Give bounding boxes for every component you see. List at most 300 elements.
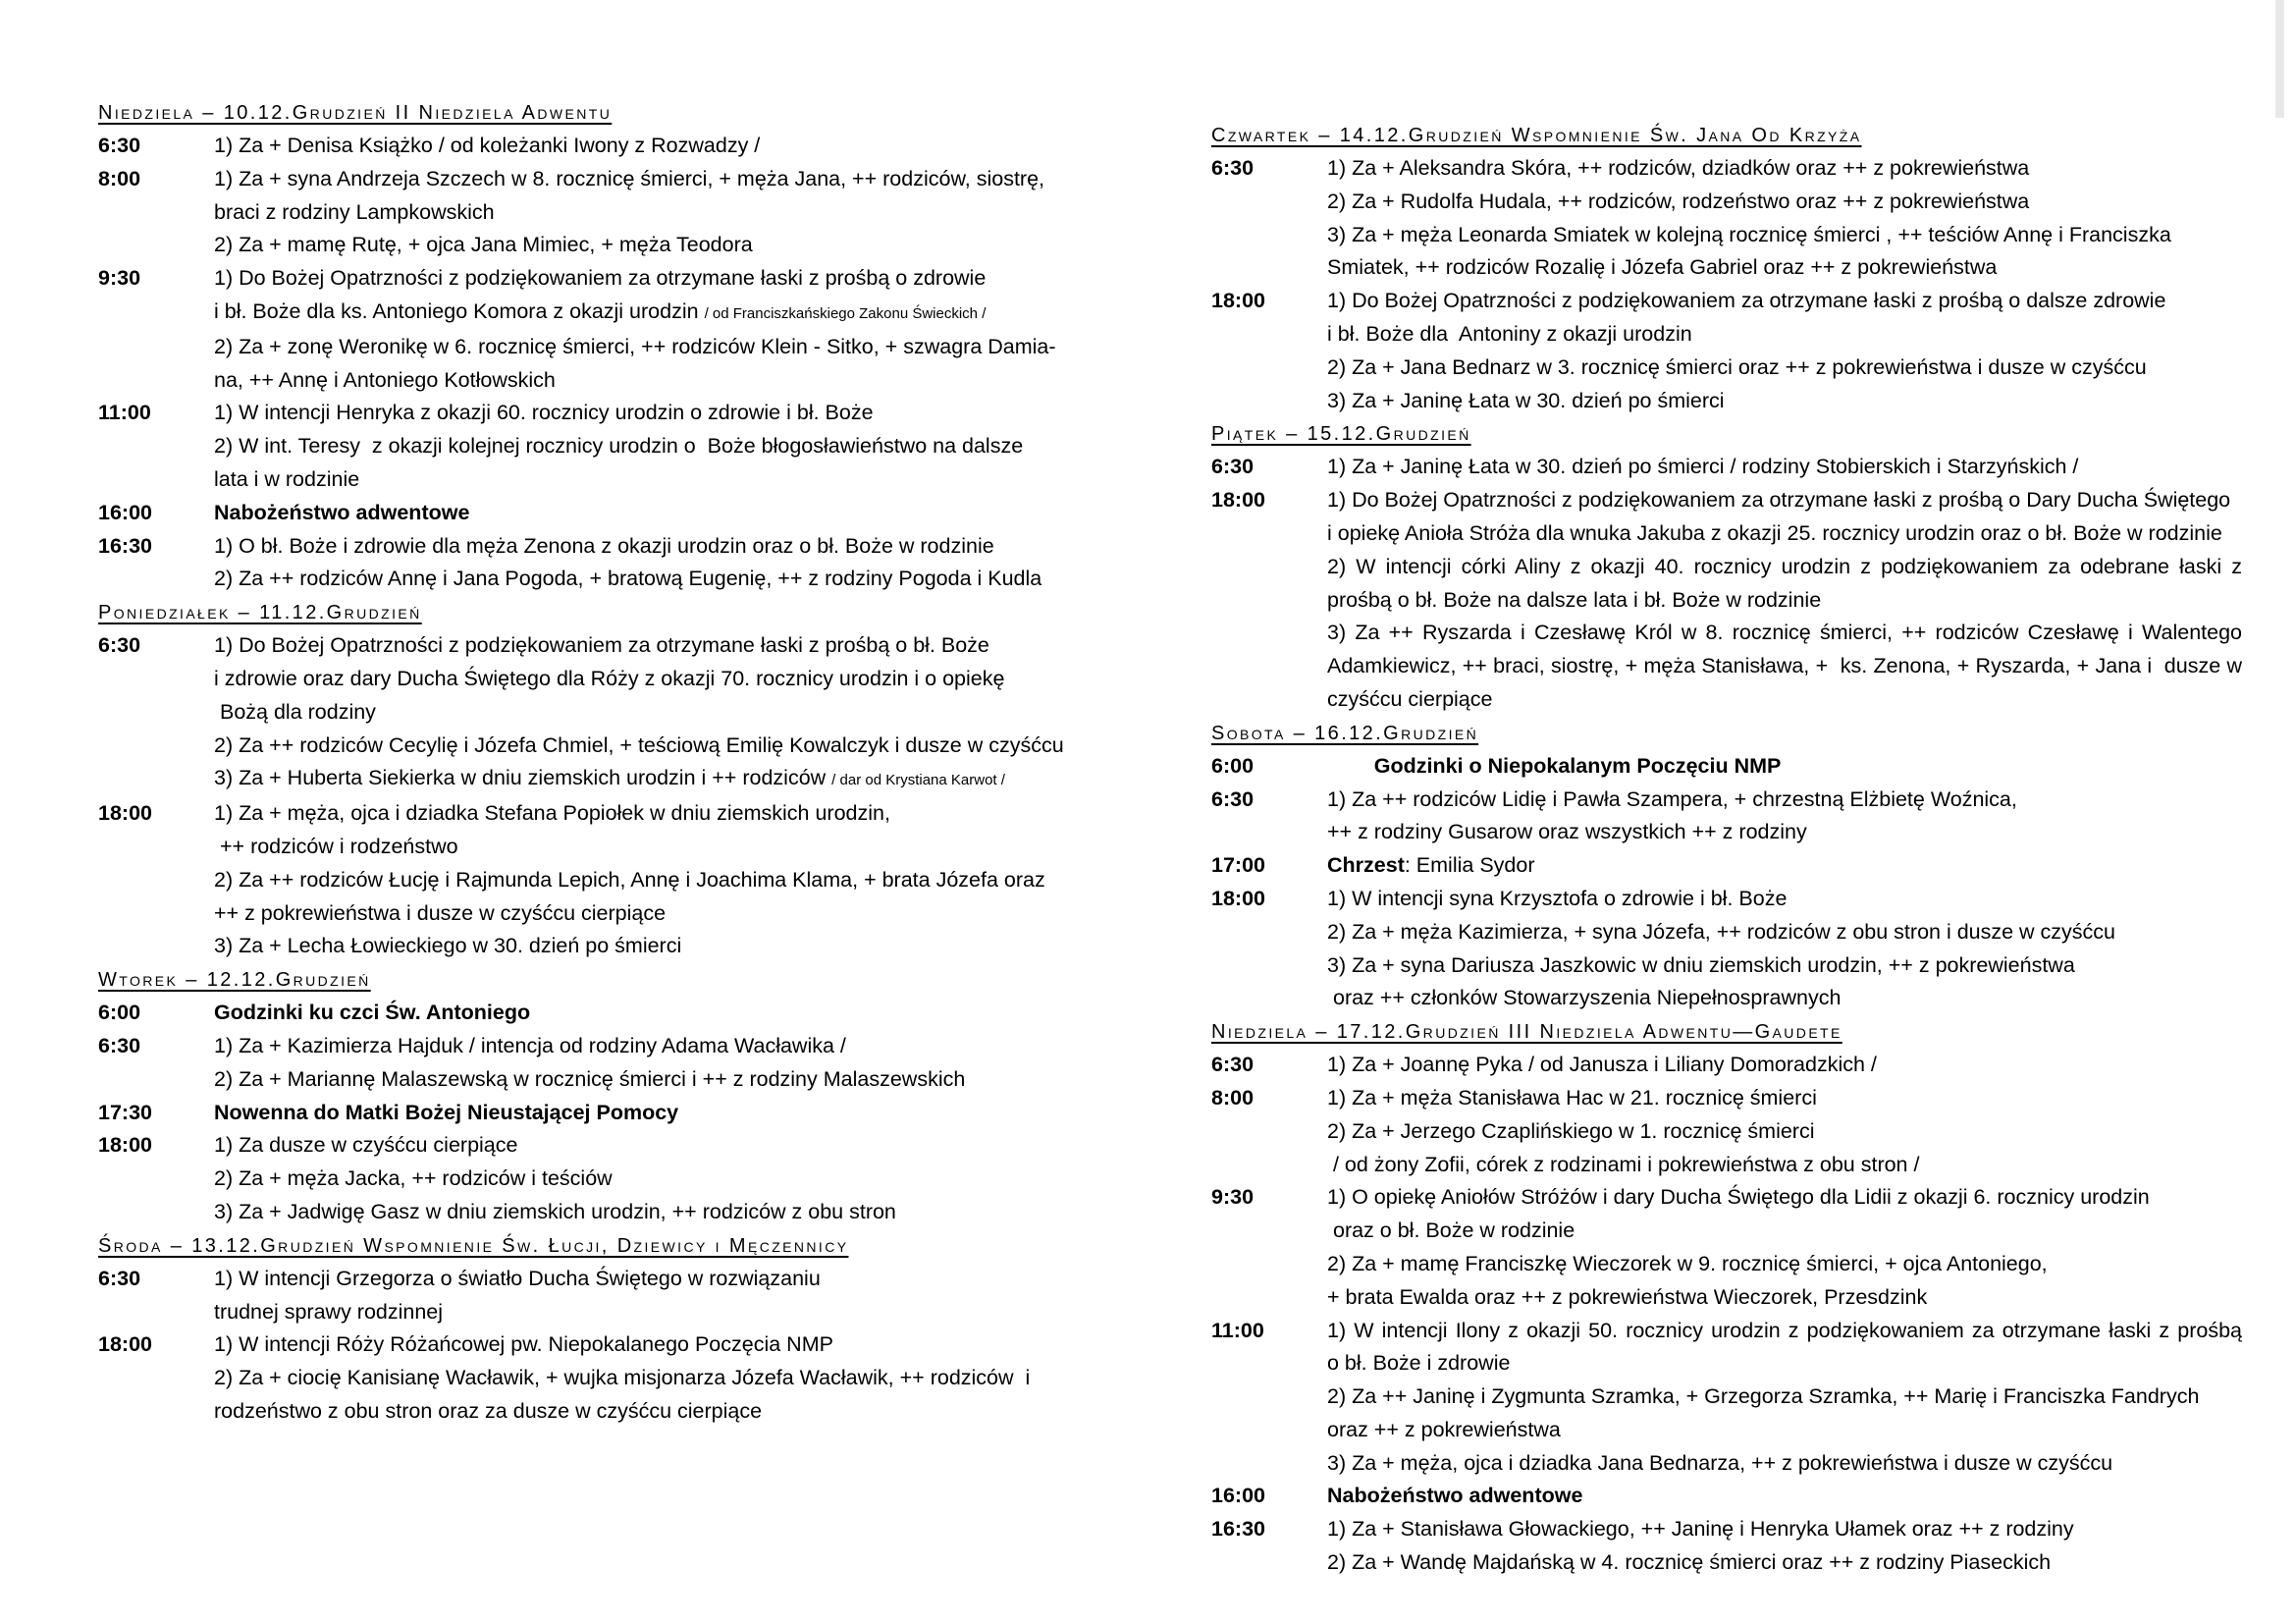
mass-intention-line: [1211, 1513, 2242, 1546]
mass-intention-line: [98, 1163, 1114, 1196]
day-section: [98, 1229, 1114, 1429]
intention-main-text: oraz o bł. Boże w rodzinie: [1327, 1218, 1575, 1243]
intention-main-text: i zdrowie oraz dary Ducha Świętego dla Róży z okazji 70. rocznicy urodzin i o opiekę: [214, 666, 1005, 690]
mass-time: 8:00: [98, 166, 141, 190]
intention-main-text: 3) Za + Jadwigę Gasz w dniu ziemskich urodzin, ++ rodziców z obu stron: [214, 1199, 896, 1223]
intention-main-text: 2) Za + męża Jacka, ++ rodziców i teściów: [214, 1166, 613, 1191]
mass-time: [1211, 1447, 1327, 1481]
left-column: [98, 96, 1114, 1429]
intention-text: [1327, 152, 2242, 186]
mass-intention-line: [1211, 1546, 2242, 1580]
day-section: [98, 963, 1114, 1229]
intention-main-text: 1) W intencji syna Krzysztofa o zdrowie i bł. Boże: [1327, 886, 1788, 910]
intention-main-text: braci z rodziny Lampkowskich: [214, 199, 495, 224]
intention-text: [1327, 186, 2242, 219]
mass-intention-line: [1211, 1447, 2242, 1481]
mass-intention-line: [1211, 949, 2242, 983]
mass-time: [1211, 251, 1327, 285]
intention-text: [214, 1395, 1114, 1429]
mass-intention-line: [98, 296, 1114, 331]
intention-text: [214, 497, 1114, 530]
intention-main-text: 2) Za ++ Janinę i Zygmunta Szramka, + Grzegorza Szramka, ++ Marię i Franciszka Fandrych: [1327, 1384, 2200, 1409]
mass-intention-line: [1211, 318, 2242, 352]
mass-time: 8:00: [1211, 1085, 1255, 1110]
intention-main-text: 1) W intencji Henryka z okazji 60. rocznicy urodzin o zdrowie i bł. Boże: [214, 401, 874, 425]
intention-text: [214, 463, 1114, 497]
intention-text: [214, 364, 1114, 398]
day-section: [1211, 717, 2242, 1015]
intention-text: [214, 831, 1114, 864]
mass-time: 6:30: [1211, 786, 1255, 811]
intention-main-text: 1) W intencji Grzegorza o światło Ducha Świętego w rozwiązaniu: [214, 1266, 821, 1290]
intention-text: [1327, 784, 2242, 817]
intention-text: [1327, 1380, 2242, 1414]
mass-intention-line: [1211, 251, 2242, 285]
intention-text: [1327, 385, 2242, 418]
mass-intention-line: [1211, 1082, 2242, 1115]
mass-time: [1211, 1414, 1327, 1447]
mass-time: [98, 229, 214, 262]
mass-intention-line: [1211, 1480, 2242, 1513]
intention-main-text: 2) Za ++ rodziców Cecylię i Józefa Chmiel, + teściową Emilię Kowalczyk i dusze w czyśćcu: [214, 732, 1064, 757]
intention-main-text: ++ rodziców i rodzeństwo: [214, 834, 458, 858]
mass-intention-line: [98, 762, 1114, 797]
mass-intention-line: [98, 530, 1114, 564]
intention-main-text: Bożą dla rodziny: [214, 699, 376, 724]
mass-time: [1211, 385, 1327, 418]
intention-main-text: 1) Do Bożej Opatrzności z podziękowaniem za otrzymane łaski z prośbą o zdrowie: [214, 266, 987, 291]
mass-time: [98, 696, 214, 730]
mass-time: 18:00: [98, 1332, 152, 1357]
intention-main-text: lata i w rodzinie: [214, 466, 360, 491]
intention-main-text: Godzinki o Niepokalanym Poczęciu NMP: [1327, 753, 1782, 778]
intention-main-text: 2) W int. Teresy z okazji kolejnej rocznicy urodzin o Boże błogosławieństwo na dalsze: [214, 434, 1024, 459]
intention-main-text: i bł. Boże dla Antoniny z okazji urodzin: [1327, 321, 1692, 346]
mass-time: [1211, 650, 1327, 683]
day-header: Czwartek – 14.12.Grudzień Wspomnienie Św. Jana Od Krzyża: [1211, 125, 1862, 146]
intention-main-text: 3) Za + męża Leonarda Smiatek w kolejną rocznicę śmierci , ++ teściów Annę i Franciszka: [1327, 222, 2171, 246]
mass-intention-line: [98, 130, 1114, 163]
intention-main-text: 2) Za + Wandę Majdańską w 4. rocznicę śmierci oraz ++ z rodziny Piaseckich: [1327, 1550, 2052, 1575]
intention-main-text: 2) Za + męża Kazimierza, + syna Józefa, ++ rodziców z obu stron i dusze w czyśćcu: [1327, 919, 2116, 944]
mass-time: [1211, 186, 1327, 219]
mass-time: [1211, 1248, 1327, 1281]
mass-intention-line: [1211, 916, 2242, 949]
mass-intention-line: [98, 497, 1114, 530]
intention-text: [1327, 1082, 2242, 1115]
mass-time: [1211, 617, 1327, 650]
mass-intention-line: [98, 897, 1114, 931]
mass-time: [1211, 1215, 1327, 1248]
intention-text: [214, 1097, 1114, 1130]
mass-intention-line: [1211, 1215, 2242, 1248]
intention-text: [1327, 650, 2242, 683]
intention-text: [1327, 1281, 2242, 1315]
mass-time: 11:00: [1211, 1318, 1264, 1342]
mass-intention-line: [98, 1030, 1114, 1063]
mass-intention-line: [98, 1129, 1114, 1163]
mass-time: [98, 1196, 214, 1229]
scrollbar[interactable]: [2275, 0, 2284, 118]
day-section: [98, 96, 1114, 596]
mass-intention-line: [1211, 1049, 2242, 1082]
mass-intention-line: [98, 563, 1114, 596]
mass-time: 6:30: [1211, 1053, 1255, 1077]
mass-time: [1211, 584, 1327, 618]
intention-text: [1327, 251, 2242, 285]
mass-intention-line: [98, 997, 1114, 1030]
mass-intention-line: [1211, 551, 2242, 584]
mass-intention-line: [1211, 816, 2242, 849]
mass-intention-line: [1211, 451, 2242, 484]
mass-intention-line: [98, 831, 1114, 864]
mass-intention-line: [1211, 1380, 2242, 1414]
intention-main-text: 1) Za + Joannę Pyka / od Janusza i Liliany Domoradzkich /: [1327, 1053, 1877, 1077]
mass-intention-line: [1211, 1414, 2242, 1447]
intention-main-text: rodzeństwo z obu stron oraz za dusze w czyśćcu cierpiące: [214, 1398, 763, 1423]
mass-time: [1211, 1281, 1327, 1315]
mass-time: 17:00: [1211, 853, 1265, 878]
mass-time: [98, 196, 214, 230]
mass-time: [1211, 949, 1327, 983]
mass-intention-line: [1211, 784, 2242, 817]
mass-intention-line: [98, 397, 1114, 430]
mass-intention-line: [1211, 152, 2242, 186]
intention-text: [214, 1263, 1114, 1296]
intention-main-text: ++ z pokrewieństwa i dusze w czyśćcu cierpiące: [214, 900, 667, 925]
intention-text: [1327, 1049, 2242, 1082]
intention-text: [1327, 484, 2242, 517]
intention-text: [214, 696, 1114, 730]
mass-time: [1211, 1380, 1327, 1414]
intention-text: [1327, 584, 2242, 618]
mass-intention-line: [98, 1296, 1114, 1329]
day-header: Wtorek – 12.12.Grudzień: [98, 969, 371, 992]
intention-text: [1327, 683, 2242, 717]
mass-intention-line: [98, 1063, 1114, 1097]
mass-intention-line: [1211, 517, 2242, 551]
mass-time: [1211, 517, 1327, 551]
intention-main-text: 1) Za + Denisa Książko / od koleżanki Iwony z Rozwadzy /: [214, 134, 761, 157]
intention-text: [1327, 1447, 2242, 1481]
mass-time: 6:00: [98, 1001, 141, 1025]
mass-time: 11:00: [98, 401, 151, 425]
mass-intention-line: [1211, 484, 2242, 517]
intention-main-text: 1) Za ++ rodziców Lidię i Pawła Szampera, + chrzestną Elżbietę Woźnica,: [1327, 786, 2017, 811]
mass-time: 16:30: [98, 533, 152, 558]
mass-intention-line: [1211, 683, 2242, 717]
mass-intention-line: [98, 262, 1114, 296]
intention-text: [214, 296, 1114, 331]
mass-time: [1211, 683, 1327, 717]
intention-main-text: 1) Do Bożej Opatrzności z podziękowaniem za otrzymane łaski z prośbą o bł. Boże: [214, 633, 989, 658]
intention-main-text: 2) Za + mamę Franciszkę Wieczorek w 9. rocznicę śmierci, + ojca Antoniego,: [1327, 1251, 2048, 1275]
mass-time: 9:30: [1211, 1185, 1255, 1210]
intention-text: [1327, 1181, 2242, 1215]
intention-main-text: 2) Za + Rudolfa Hudala, ++ rodziców, rodzeństwo oraz ++ z pokrewieństwa: [1327, 189, 2030, 213]
intention-text: [214, 1328, 1114, 1362]
intention-main-text: 2) W intencji córki Aliny z okazji 40. rocznicy urodzin z podziękowaniem za odebrane łaski z: [1327, 554, 2242, 578]
intention-main-text: 2) Za + ciocię Kanisianę Wacławik, + wujka misjonarza Józefa Wacławik, ++ rodziców i: [214, 1366, 1031, 1390]
intention-text: [1327, 816, 2242, 849]
intention-main-text: Adamkiewicz, ++ braci, siostrę, + męża Stanisława, + ks. Zenona, + Ryszarda, + Jana i dusze w: [1327, 654, 2242, 678]
intention-main-text: trudnej sprawy rodzinnej: [214, 1299, 444, 1324]
intention-main-text: 1) O opiekę Aniołów Stróżów i dary Ducha Świętego dla Lidii z okazji 6. rocznicy urodzin: [1327, 1185, 2150, 1210]
mass-time: [98, 364, 214, 398]
intention-main-text: Nowenna do Matki Bożej Nieustającej Pomocy: [214, 1100, 679, 1124]
intention-main-text: : Emilia Sydor: [1404, 853, 1535, 878]
intention-text: [214, 1362, 1114, 1395]
mass-intention-line: [1211, 1281, 2242, 1315]
intention-main-text: 2) Za ++ rodziców Łucję i Rajmunda Lepich, Annę i Joachima Klama, + brata Józefa oraz: [214, 867, 1045, 892]
intention-main-text: Nabożeństwo adwentowe: [1327, 1484, 1583, 1508]
intention-main-text: 1) Za + Kazimierza Hajduk / intencja od rodziny Adama Wacławika /: [214, 1033, 846, 1057]
mass-time: 9:30: [98, 266, 141, 291]
mass-time: [98, 1163, 214, 1196]
intention-text: [214, 897, 1114, 931]
intention-main-text: oraz ++ z pokrewieństwa: [1327, 1417, 1561, 1441]
intention-text: [1327, 318, 2242, 352]
intention-main-text: 1) Do Bożej Opatrzności z podziękowaniem za otrzymane łaski z prośbą o dalsze zdrowie: [1327, 289, 2166, 313]
intention-text: [1327, 883, 2242, 916]
intention-main-text: 1) Do Bożej Opatrzności z podziękowaniem za otrzymane łaski z prośbą o Dary Ducha Świętego: [1327, 488, 2231, 513]
intention-text: [214, 1063, 1114, 1097]
mass-time: [1211, 551, 1327, 584]
mass-time: [1211, 352, 1327, 385]
day-section: [1211, 1015, 2242, 1580]
mass-intention-line: [1211, 750, 2242, 784]
mass-time: 18:00: [1211, 289, 1265, 313]
intention-text: [214, 1030, 1114, 1063]
intention-main-text: prośbą o bł. Boże na dalsze lata i bł. Boże w rodzinie: [1327, 587, 1822, 612]
mass-time: 6:30: [98, 134, 141, 157]
intention-main-text: i bł. Boże dla ks. Antoniego Komora z okazji urodzin: [214, 298, 699, 323]
mass-time: [98, 1296, 214, 1329]
mass-time: [1211, 816, 1327, 849]
intention-main-text: 3) Za + syna Dariusza Jaszkowic w dniu ziemskich urodzin, ++ z pokrewieństwa: [1327, 952, 2075, 977]
mass-time: [98, 897, 214, 931]
mass-intention-line: [98, 629, 1114, 663]
mass-intention-line: [1211, 650, 2242, 683]
intention-text: [1327, 517, 2242, 551]
intention-main-text: 3) Za ++ Ryszarda i Czesławę Król w 8. rocznicę śmierci, ++ rodziców Czesławę i Walentego: [1327, 621, 2242, 645]
intention-text: [214, 262, 1114, 296]
day-section: [98, 596, 1114, 963]
intention-text: [1327, 1480, 2242, 1513]
intention-text: [1327, 1248, 2242, 1281]
mass-time: [98, 563, 214, 596]
intention-text: [214, 196, 1114, 230]
intention-main-text: o bł. Boże i zdrowie: [1327, 1351, 1511, 1376]
mass-intention-line: [98, 864, 1114, 897]
day-header: Niedziela – 10.12.Grudzień II Niedziela Adwentu: [98, 102, 613, 124]
mass-time: [98, 864, 214, 897]
intention-text: [1327, 1513, 2242, 1546]
mass-time: [98, 296, 214, 331]
mass-time: 6:30: [1211, 455, 1255, 479]
intention-text: [214, 229, 1114, 262]
intention-text: [214, 997, 1114, 1030]
mass-time: [98, 831, 214, 864]
mass-intention-line: [98, 696, 1114, 730]
mass-time: 6:30: [1211, 156, 1255, 180]
mass-time: 18:00: [98, 1133, 152, 1158]
intention-text: [214, 530, 1114, 564]
intention-main-text: 2) Za + Jerzego Czaplińskiego w 1. rocznicę śmierci: [1327, 1118, 1815, 1143]
day-header: Poniedziałek – 11.12.Grudzień: [98, 602, 422, 624]
intention-text: [214, 1196, 1114, 1229]
intention-text: [214, 629, 1114, 663]
intention-text: [1327, 1315, 2242, 1348]
mass-time: [1211, 982, 1327, 1015]
intention-text: [1327, 451, 2242, 484]
intention-text: [1327, 551, 2242, 584]
mass-intention-line: [98, 730, 1114, 763]
intention-main-text: 3) Za + Janinę Łata w 30. dzień po śmierci: [1327, 388, 1725, 412]
mass-intention-line: [98, 663, 1114, 696]
mass-intention-line: [98, 1395, 1114, 1429]
day-header: Piątek – 15.12.Grudzień: [1211, 423, 1471, 446]
intention-main-text: 1) Za + Stanisława Głowackiego, ++ Janinę i Henryka Ułamek oraz ++ z rodziny: [1327, 1517, 2074, 1542]
intention-text: [1327, 1546, 2242, 1580]
day-section: [1211, 417, 2242, 716]
right-column: [1211, 119, 2242, 1580]
mass-intention-line: [1211, 1248, 2242, 1281]
intention-text: [1327, 1115, 2242, 1149]
mass-intention-line: [1211, 1181, 2242, 1215]
mass-time: [98, 730, 214, 763]
intention-main-text: Nabożeństwo adwentowe: [214, 500, 470, 524]
day-header: Sobota – 16.12.Grudzień: [1211, 722, 1479, 744]
intention-text: [1327, 916, 2242, 949]
day-header: Środa – 13.12.Grudzień Wspomnienie Św. Łucji, Dziewicy i Męczennicy: [98, 1234, 849, 1257]
mass-intention-line: [98, 930, 1114, 963]
mass-intention-line: [1211, 385, 2242, 418]
mass-time: 18:00: [98, 801, 152, 826]
intention-text: [1327, 949, 2242, 983]
mass-time: [98, 663, 214, 696]
intention-text: [214, 797, 1114, 831]
mass-intention-line: [98, 364, 1114, 398]
intention-text: [214, 563, 1114, 596]
mass-time: 6:30: [98, 633, 141, 658]
mass-time: [1211, 318, 1327, 352]
intention-text: [214, 663, 1114, 696]
intention-text: [214, 1296, 1114, 1329]
mass-intention-line: [1211, 186, 2242, 219]
mass-intention-line: [1211, 1149, 2242, 1182]
intention-main-text: 2) Za + Mariannę Malaszewską w rocznicę śmierci i ++ z rodziny Malaszewskich: [214, 1066, 966, 1091]
intention-main-text: 1) Za + Janinę Łata w 30. dzień po śmierci / rodziny Stobierskich i Starzyńskich /: [1327, 455, 2079, 479]
mass-time: [98, 762, 214, 797]
mass-intention-line: [98, 1362, 1114, 1395]
event-label: Chrzest: [1327, 853, 1405, 878]
intention-text: [1327, 285, 2242, 318]
intention-text: [214, 1129, 1114, 1163]
intention-text: [214, 130, 1114, 163]
mass-intention-line: [1211, 849, 2242, 883]
day-section: [1211, 119, 2242, 417]
mass-intention-line: [98, 1328, 1114, 1362]
intention-main-text: / od żony Zofii, córek z rodzinami i pokrewieństwa z obu stron /: [1327, 1152, 1920, 1176]
mass-intention-line: [98, 430, 1114, 463]
intention-text: [1327, 352, 2242, 385]
intention-main-text: 1) Za + syna Andrzeja Szczech w 8. rocznicę śmierci, + męża Jana, ++ rodziców, siostrę,: [214, 166, 1045, 190]
mass-time: [98, 1063, 214, 1097]
intention-main-text: 2) Za + zonę Weronikę w 6. rocznicę śmierci, ++ rodziców Klein - Sitko, + szwagra Damia-: [214, 334, 1056, 358]
intention-main-text: 1) Za dusze w czyśćcu cierpiące: [214, 1133, 518, 1158]
intention-text: [214, 762, 1114, 797]
mass-intention-line: [98, 163, 1114, 196]
mass-time: 6:30: [98, 1266, 141, 1290]
intention-text: [1327, 219, 2242, 252]
intention-main-text: 1) Za + męża Stanisława Hac w 21. rocznicę śmierci: [1327, 1085, 1817, 1110]
intention-main-text: Godzinki ku czci Św. Antoniego: [214, 1001, 531, 1025]
mass-time: [98, 331, 214, 364]
mass-intention-line: [98, 1097, 1114, 1130]
intention-text: [1327, 1215, 2242, 1248]
intention-main-text: Smiatek, ++ rodziców Rozalię i Józefa Gabriel oraz ++ z pokrewieństwa: [1327, 255, 1998, 280]
intention-main-text: 1) O bł. Boże i zdrowie dla męża Zenona z okazji urodzin oraz o bł. Boże w rodzinie: [214, 533, 994, 558]
mass-intention-line: [1211, 584, 2242, 618]
mass-intention-line: [1211, 883, 2242, 916]
intention-main-text: 2) Za + Jana Bednarz w 3. rocznicę śmierci oraz ++ z pokrewieństwa i dusze w czyśćcu: [1327, 354, 2147, 379]
mass-time: [1211, 916, 1327, 949]
donor-note: / dar od Krystiana Karwot /: [831, 772, 1005, 789]
mass-intention-line: [98, 1196, 1114, 1229]
mass-time: [98, 430, 214, 463]
mass-time: [1211, 219, 1327, 252]
intention-main-text: oraz ++ członków Stowarzyszenia Niepełnosprawnych: [1327, 986, 1842, 1010]
mass-time: 16:30: [1211, 1517, 1265, 1542]
mass-time: 16:00: [1211, 1484, 1265, 1508]
intention-text: [1327, 750, 2242, 784]
intention-text: [1327, 1414, 2242, 1447]
mass-time: 18:00: [1211, 886, 1265, 910]
mass-time: [98, 1362, 214, 1395]
intention-main-text: 2) Za + mamę Rutę, + ojca Jana Mimiec, + męża Teodora: [214, 233, 753, 257]
mass-intention-line: [1211, 352, 2242, 385]
intention-main-text: ++ z rodziny Gusarow oraz wszystkich ++ z rodziny: [1327, 820, 1807, 844]
intention-text: [1327, 617, 2242, 650]
mass-intention-line: [1211, 1347, 2242, 1380]
intention-main-text: 3) Za + Lecha Łowieckiego w 30. dzień po śmierci: [214, 934, 682, 958]
mass-time: [1211, 1149, 1327, 1182]
intention-text: [214, 1163, 1114, 1196]
intention-text: [1327, 982, 2242, 1015]
intention-text: [214, 930, 1114, 963]
mass-intention-line: [1211, 1115, 2242, 1149]
mass-intention-line: [1211, 1315, 2242, 1348]
intention-main-text: 1) W intencji Ilony z okazji 50. rocznicy urodzin z podziękowaniem za otrzymane łaski z prośbą: [1327, 1318, 2242, 1342]
mass-time: 6:00: [1211, 753, 1255, 778]
intention-text: [1327, 1347, 2242, 1380]
mass-intention-line: [98, 229, 1114, 262]
mass-time: 6:30: [98, 1033, 141, 1057]
mass-time: 16:00: [98, 500, 152, 524]
mass-time: [98, 463, 214, 497]
intention-main-text: 1) Za + męża, ojca i dziadka Stefana Popiołek w dniu ziemskich urodzin,: [214, 801, 890, 826]
mass-time: 17:30: [98, 1100, 152, 1124]
mass-intention-line: [98, 1263, 1114, 1296]
intention-main-text: 1) Za + Aleksandra Skóra, ++ rodziców, dziadków oraz ++ z pokrewieństwa: [1327, 156, 2030, 180]
mass-time: [98, 930, 214, 963]
intention-main-text: + brata Ewalda oraz ++ z pokrewieństwa Wieczorek, Przesdzink: [1327, 1284, 1928, 1309]
intention-text: [214, 730, 1114, 763]
mass-time: [1211, 1546, 1327, 1580]
intention-text: [1327, 1149, 2242, 1182]
mass-time: 18:00: [1211, 488, 1265, 513]
